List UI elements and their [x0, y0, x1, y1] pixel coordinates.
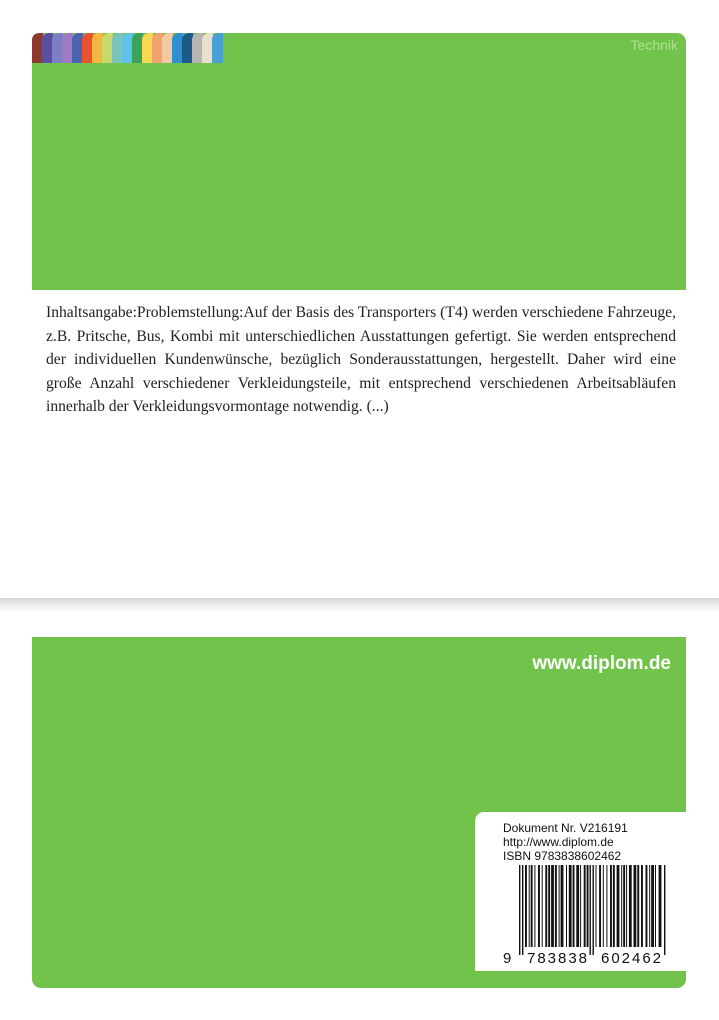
- barcode-bar: [551, 865, 554, 947]
- barcode-bar: [659, 865, 662, 947]
- barcode-bar: [580, 865, 581, 947]
- barcode-bar: [525, 865, 527, 947]
- barcode-bar: [573, 865, 575, 947]
- barcode-bar: [590, 865, 591, 955]
- abstract-text: Inhaltsangabe:Problemstellung:Auf der Basis des Transporters (T4) werden verschiedene Fahrzeuge, z.B. Pritsche, Bus, Kombi mit unterschiedlichen Ausstattungen gefertigt. Sie werden entsprechend der individuellen Kundenwünsche, bezüglich Sonderausstattungen, hergestellt. Daher wird eine große Anzahl verschiedener Verkleidungsteile, mit entsprechend verschiedenen Arbeitsabläufen innerhalb der Verkleidungsvormontage notwendig. (...): [46, 304, 676, 415]
- barcode-bar: [555, 865, 557, 947]
- barcode-bar: [561, 865, 564, 947]
- color-stripe: [212, 33, 223, 63]
- barcode-bar: [538, 865, 540, 947]
- barcode-bar: [629, 865, 632, 947]
- panel-shadow: [0, 598, 719, 612]
- barcode-bar: [613, 865, 615, 947]
- barcode-bar: [641, 865, 643, 947]
- barcode-bar: [587, 865, 589, 947]
- barcode-bar: [576, 865, 579, 947]
- barcode-bar: [584, 865, 586, 947]
- publisher-website: www.diplom.de: [532, 653, 671, 674]
- barcode-bar: [531, 865, 533, 947]
- barcode-bars: [519, 865, 665, 955]
- document-url: http://www.diplom.de: [503, 835, 614, 849]
- barcode-bar: [548, 865, 550, 947]
- barcode-bar: [603, 865, 604, 947]
- document-number: Dokument Nr. V216191: [503, 821, 628, 835]
- barcode-bar: [522, 865, 523, 955]
- barcode-bar: [655, 865, 656, 947]
- barcode-bar: [610, 865, 612, 947]
- book-back-cover: [32, 33, 686, 988]
- barcode-bar: [534, 865, 535, 947]
- barcode-bar: [651, 865, 654, 947]
- barcode-bar: [606, 865, 607, 947]
- barcode-bar: [529, 865, 530, 947]
- barcode-bar: [626, 865, 627, 947]
- isbn-info-box: [475, 812, 686, 971]
- barcode-bar: [566, 865, 567, 947]
- barcode-bar: [542, 865, 543, 947]
- barcode-bar: [649, 865, 650, 947]
- barcode-bar: [623, 865, 625, 947]
- barcode-bar: [637, 865, 639, 947]
- category-label: Technik: [630, 37, 678, 53]
- barcode-bar: [545, 865, 547, 947]
- barcode-bar: [569, 865, 572, 947]
- color-stripes: [32, 33, 222, 63]
- barcode-right-digits: 602462: [601, 950, 661, 967]
- barcode-bar: [599, 865, 601, 947]
- barcode-left-digits: 783838: [527, 950, 587, 967]
- barcode-bar: [634, 865, 637, 947]
- abstract-panel: [32, 290, 686, 637]
- barcode-bar: [617, 865, 620, 947]
- isbn-number: ISBN 9783838602462: [503, 849, 622, 863]
- barcode-bar: [664, 865, 665, 955]
- barcode-bar: [593, 865, 594, 955]
- barcode-bar: [596, 865, 597, 947]
- barcode-bar: [559, 865, 560, 947]
- barcode-bar: [519, 865, 520, 955]
- barcode-bar: [646, 865, 648, 947]
- barcode-lead-digit: 9: [503, 950, 512, 967]
- barcode-bar: [621, 865, 622, 947]
- barcode: [503, 865, 672, 967]
